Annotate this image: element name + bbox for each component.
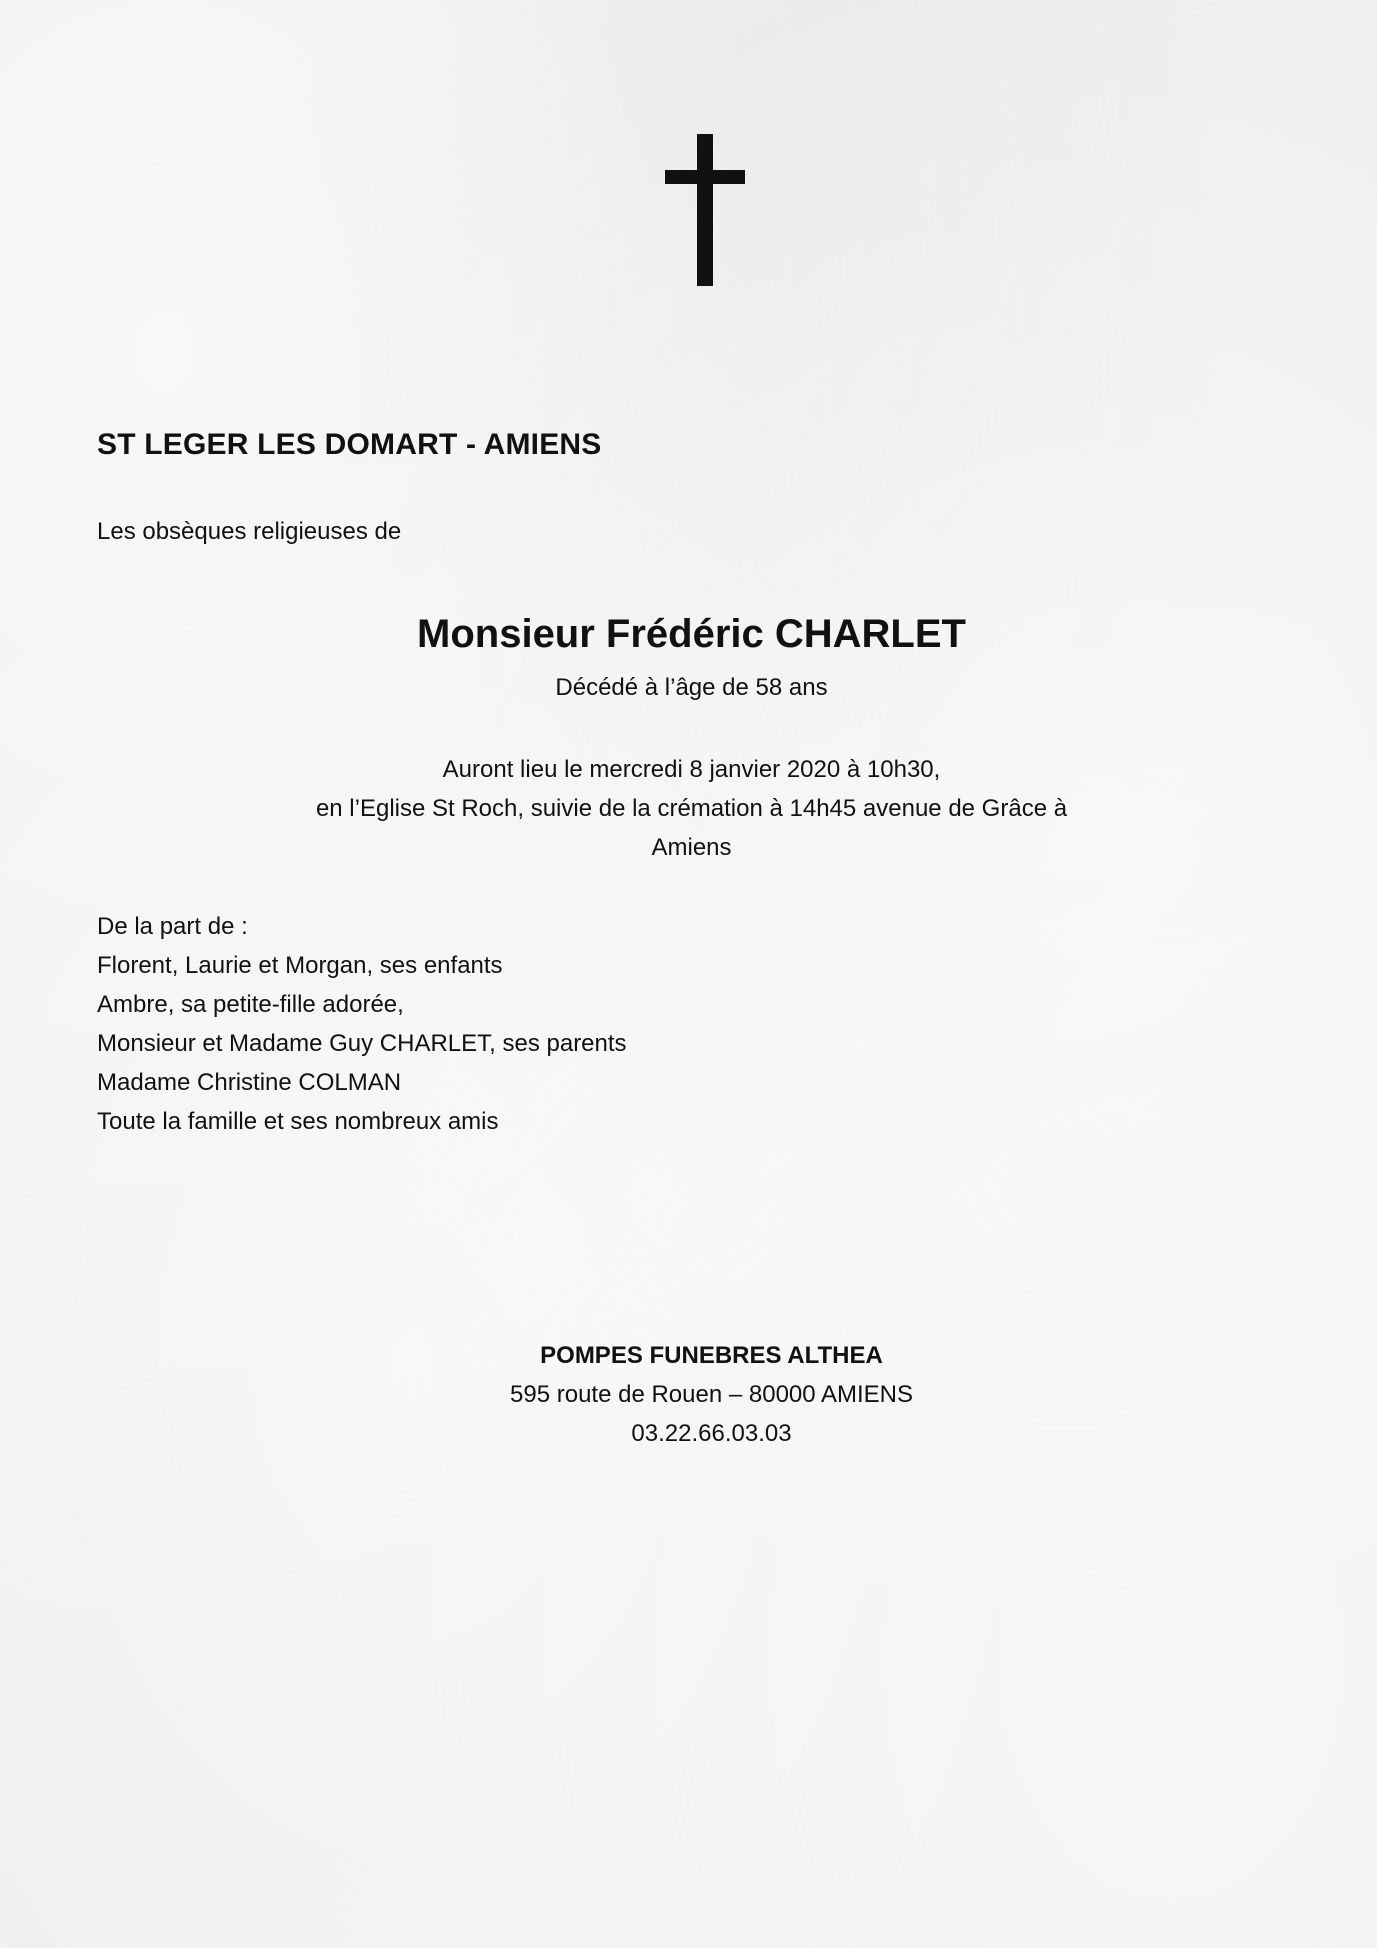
family-member: Madame Christine COLMAN [97, 1069, 402, 1096]
intro-text: Les obsèques religieuses de [97, 518, 402, 545]
family-member: Toute la famille et ses nombreux amis [97, 1108, 499, 1135]
family-member: Ambre, sa petite-fille adorée, [97, 991, 404, 1018]
deceased-name: Monsieur Frédéric CHARLET [417, 612, 966, 656]
family-member: Monsieur et Madame Guy CHARLET, ses parents [97, 1030, 627, 1057]
location-heading: ST LEGER LES DOMART - AMIENS [97, 428, 602, 461]
family-member: Florent, Laurie et Morgan, ses enfants [97, 952, 503, 979]
family-title: De la part de : [97, 913, 248, 940]
funeral-home-phone: 03.22.66.03.03 [631, 1420, 792, 1447]
ceremony-line: en l’Eglise St Roch, suivie de la crémation à 14h45 avenue de Grâce à [315, 795, 1068, 822]
ceremony-line: Amiens [651, 834, 732, 861]
funeral-home-name: POMPES FUNEBRES ALTHEA [540, 1342, 883, 1369]
ceremony-line: Auront lieu le mercredi 8 janvier 2020 à 10h30, [442, 756, 941, 783]
funeral-home-address: 595 route de Rouen – 80000 AMIENS [510, 1381, 913, 1408]
deceased-age: Décédé à l’âge de 58 ans [555, 674, 828, 701]
cross-icon [665, 134, 745, 286]
ceremony-details [3, 750, 1377, 867]
funeral-home-block [23, 1336, 1377, 1453]
family-list [97, 907, 627, 1141]
